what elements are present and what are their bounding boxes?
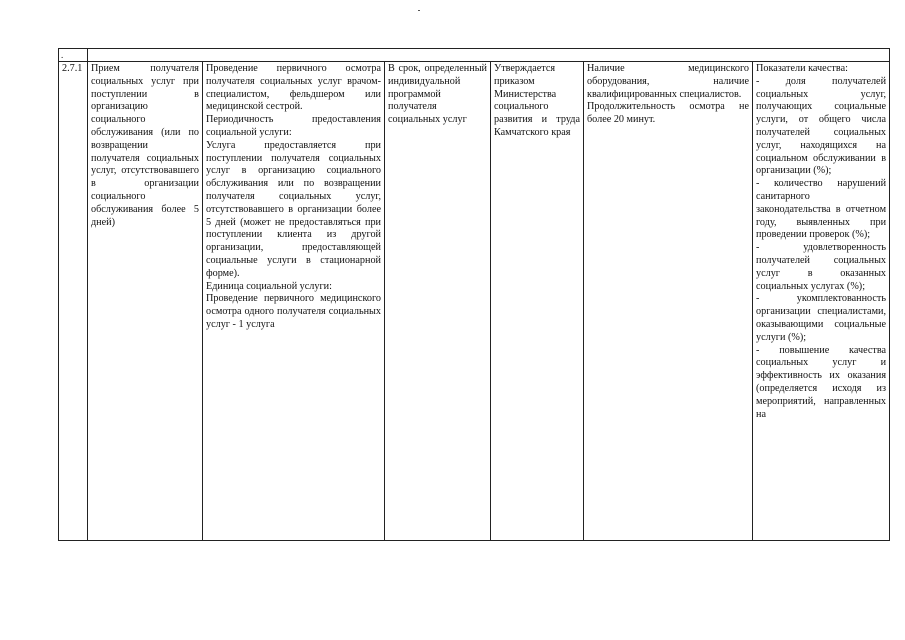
quality-text: - доля получателей социальных услуг, получающих социальные услуги, от общего числа получателей социальных услуг, находящихся на социальном обслуживании в организации (%); xyxy=(756,75,887,177)
description-text: Проведение первичного осмотра получателя социальных услуг врачом-специалистом, фельдшером или медицинской сестрой. xyxy=(206,63,381,113)
description-cell xyxy=(203,62,385,541)
conditions-text: Продолжительность осмотра не более 20 минут. xyxy=(587,101,749,126)
table-row xyxy=(59,62,890,541)
conditions-text: Наличие медицинского оборудования, наличие квалифицированных специалистов. xyxy=(587,63,749,100)
header-cell-number: . xyxy=(59,49,88,62)
conditions-cell xyxy=(584,62,753,541)
quality-text: - удовлетворенность получателей социальных услуг в оказанных социальных услугах (%); xyxy=(756,242,887,292)
service-name-cell: Прием получателя социальных услуг при поступлении в организацию социального обслуживания (или по возвращении получателя социальных услуг, отсутствовавшего в организации социального обслуживания более 5 дней) xyxy=(88,62,203,541)
term-cell: В срок, определенный индивидуальной программой получателя социальных услуг xyxy=(385,62,491,541)
row-number: 2.7.1 xyxy=(59,62,88,541)
description-text: Услуга предоставляется при поступлении получателя социальных услуг в организацию социального обслуживания или по возвращении получателя социальных услуг, отсутствовавшего в организации более 5 дней (может не предоставляться при поступлении клиента из другой организации, предоставляющей социальные услуги в стационарной форме). xyxy=(206,139,381,279)
quality-text: - укомплектованность организации специалистами, оказывающими социальные услуги (%); xyxy=(756,293,887,343)
header-cell-rest xyxy=(88,49,890,62)
quality-text: Показатели качества: xyxy=(756,63,848,74)
quality-text: - повышение качества социальных услуг и эффективность их оказания (определяется исходя из мероприятий, направленных на xyxy=(756,344,887,420)
quality-text: - количество нарушений санитарного законодательства в отчетном году, выявленных при проведении проверок (%); xyxy=(756,178,887,241)
description-text: Периодичность предоставления социальной услуги: xyxy=(206,114,381,138)
tariff-cell: Утверждается приказом Министерства социального развития и труда Камчатского края xyxy=(491,62,584,541)
quality-cell xyxy=(753,62,890,541)
description-text: Единица социальной услуги: xyxy=(206,280,332,292)
scan-mark xyxy=(418,10,420,11)
services-table xyxy=(58,48,890,541)
description-text: Проведение первичного медицинского осмотра одного получателя социальных услуг - 1 услуга xyxy=(206,293,381,330)
table-header-row xyxy=(59,49,890,62)
